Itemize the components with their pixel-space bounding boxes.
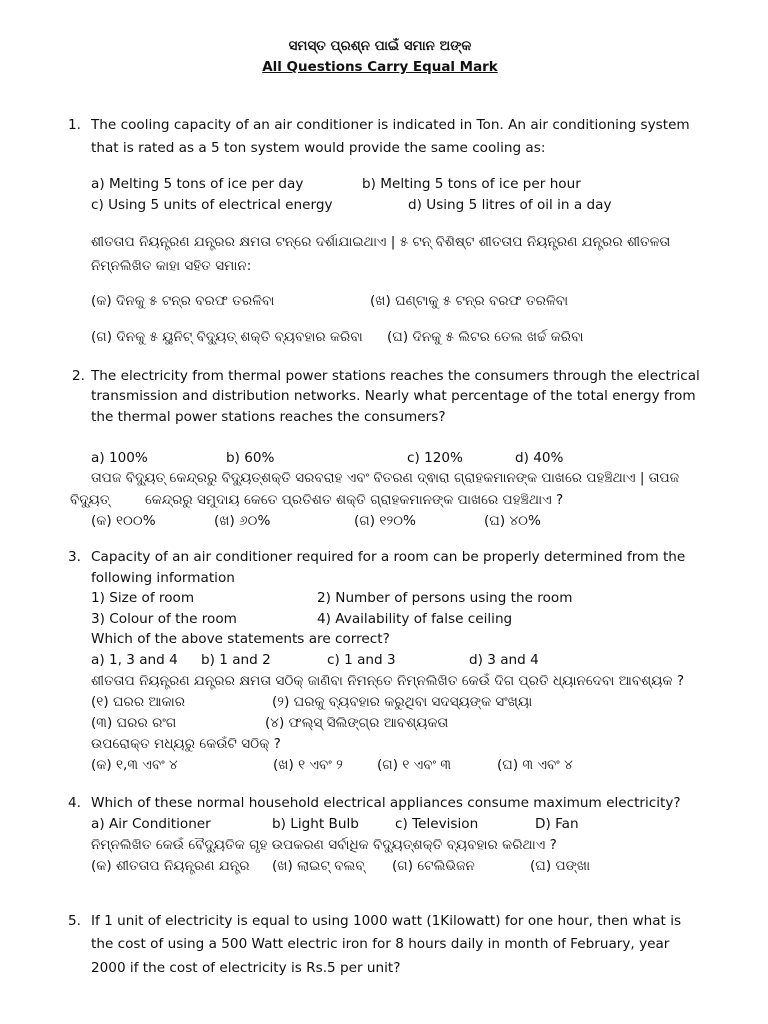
- question-text-line: following information: [91, 570, 235, 586]
- question-number: 4.: [68, 795, 81, 811]
- odia-option-d: (ଘ) ୪୦%: [484, 513, 541, 529]
- odia-option-a: (କ) ୧,୩ ଏବଂ ୪: [91, 757, 178, 773]
- option-c: c) Using 5 units of electrical energy: [91, 197, 333, 213]
- odia-statement-3: (୩) ଘରର ରଂଗ: [91, 715, 177, 731]
- title-odia: ସମସ୍ତ ପ୍ରଶ୍ନ ପାଇଁ ସମାନ ଅଙ୍କ: [288, 38, 472, 54]
- option-b: b) 1 and 2: [201, 652, 271, 668]
- option-c: c) Television: [395, 816, 479, 832]
- question-text-line: 2000 if the cost of electricity is Rs.5 per unit?: [91, 960, 401, 976]
- odia-statement-1: (୧) ଘରର ଆକାର: [91, 694, 186, 710]
- odia-option-b: (ଖ) ଘଣ୍ଟାକୁ ୫ ଟନ୍‌ର ବରଫ ତରଳିବା: [370, 293, 569, 309]
- odia-question-line: ନିମ୍ନଲିଖିତ କେଉଁ ବୈଦ୍ୟୁତିକ ଗୃହ ଉପକରଣ ସର୍ବାଧିକ ବିଦ୍ୟୁତ୍‌ଶକ୍ତି ବ୍ୟବହାର କରିଥାଏ ?: [91, 837, 557, 853]
- option-d: D) Fan: [535, 816, 579, 832]
- option-a: a) 100%: [91, 450, 148, 466]
- odia-question-line: ତାପଜ ବିଦ୍ୟୁତ୍ କେନ୍ଦ୍ରରୁ ବିଦ୍ୟୁତ୍‌ଶକ୍ତି ସରବରାହ ଏବଂ ବିତରଣ ଦ୍ଵାରା ଗ୍ରାହକମାନଙ୍କ ପାଖରେ ପହଞ୍ଚିଥାଏ | ତାପଜ: [91, 470, 680, 486]
- statement-4: 4) Availability of false ceiling: [317, 611, 513, 627]
- odia-option-b: (ଖ) ଲାଇଟ୍ ବଲବ୍: [272, 858, 365, 874]
- title-english: All Questions Carry Equal Mark: [262, 59, 498, 75]
- statement-2: 2) Number of persons using the room: [317, 590, 573, 606]
- odia-option-d: (ଘ) ପଙ୍ଖା: [530, 858, 591, 874]
- question-text-line: the cost of using a 500 Watt electric iron for 8 hours daily in month of February, year: [91, 936, 670, 952]
- option-d: d) 40%: [515, 450, 564, 466]
- option-b: b) Light Bulb: [272, 816, 359, 832]
- odia-question-line: ଶୀତତାପ ନିୟନ୍ତ୍ରଣ ଯନ୍ତ୍ରର କ୍ଷମତା ଟନ୍‌ରେ ଦର୍ଶାଯାଇଥାଏ | ୫ ଟନ୍ ବିଶିଷ୍ଟ ଶୀତତାପ ନିୟନ୍ତ୍ରଣ ଯନ୍ତ୍ରର ଶୀତଳତା: [91, 234, 671, 250]
- odia-question-line: ଶୀତତାପ ନିୟନ୍ତ୍ରଣ ଯନ୍ତ୍ରର କ୍ଷମତା ସଠିକ୍ ଜାଣିବା ନିମନ୍ତେ ନିମ୍ନଲିଖିତ କେଉଁ ଦିଗ ପ୍ରତି ଧ୍ୟାନଦେବା ଆବଶ୍ୟକ ?: [91, 673, 685, 689]
- option-a: a) 1, 3 and 4: [91, 652, 178, 668]
- question-text-line: If 1 unit of electricity is equal to using 1000 watt (1Kilowatt) for one hour, then what is: [91, 913, 682, 929]
- odia-question-ask: ଉପରୋକ୍ତ ମଧ୍ୟରୁ କେଉଁଟି ସଠିକ୍ ?: [91, 736, 281, 752]
- question-text-line: transmission and distribution networks. Nearly what percentage of the total energy from: [91, 388, 696, 404]
- option-d: d) 3 and 4: [469, 652, 539, 668]
- odia-option-c: (ଗ) ଟେଲିଭିଜନ: [392, 858, 475, 874]
- odia-option-b: (ଖ) ୬୦%: [214, 513, 271, 529]
- question-number: 2.: [72, 368, 85, 384]
- statement-3: 3) Colour of the room: [91, 611, 237, 627]
- odia-option-d: (ଘ) ଦିନକୁ ୫ ଲିଟର ତେଲ ଖର୍ଚ୍ଚ କରିବା: [387, 329, 584, 345]
- question-number: 3.: [68, 549, 81, 565]
- option-b: b) 60%: [226, 450, 275, 466]
- odia-statement-2: (୨) ଘରକୁ ବ୍ୟବହାର କରୁଥିବା ସଦସ୍ୟଙ୍କ ସଂଖ୍ୟା: [272, 694, 533, 710]
- odia-option-b: (ଖ) ୧ ଏବଂ ୨: [273, 757, 343, 773]
- option-a: a) Melting 5 tons of ice per day: [91, 176, 304, 192]
- odia-statement-4: (୪) ଫଲ୍ସ୍ ସିଲିଙ୍ଗ୍‌ର ଆବଶ୍ୟକତା: [265, 715, 449, 731]
- question-text-line: the thermal power stations reaches the consumers?: [91, 409, 446, 425]
- odia-option-a: (କ) ଦିନକୁ ୫ ଟନ୍‌ର ବରଫ ତରଳିବା: [91, 293, 275, 309]
- odia-question-line: ନିମ୍ନଲିଖିତ କାହା ସହିତ ସମାନ:: [91, 258, 252, 274]
- question-text-line: Capacity of an air conditioner required for a room can be properly determined from the: [91, 549, 686, 565]
- odia-option-c: (ଗ) ୧୨୦%: [354, 513, 416, 529]
- option-c: c) 1 and 3: [327, 652, 396, 668]
- option-b: b) Melting 5 tons of ice per hour: [362, 176, 581, 192]
- odia-option-a: (କ) ଶୀତତାପ ନିୟନ୍ତ୍ରଣ ଯନ୍ତ୍ର: [91, 858, 250, 874]
- question-number: 5.: [68, 913, 81, 929]
- odia-option-d: (ଘ) ୩ ଏବଂ ୪: [497, 757, 573, 773]
- question-ask: Which of the above statements are correct?: [91, 631, 390, 647]
- option-a: a) Air Conditioner: [91, 816, 211, 832]
- question-text-line: The cooling capacity of an air conditioner is indicated in Ton. An air conditioning system: [91, 117, 690, 133]
- question-text-line: Which of these normal household electrical appliances consume maximum electricity?: [91, 795, 681, 811]
- option-d: d) Using 5 litres of oil in a day: [408, 197, 612, 213]
- odia-question-line: କେନ୍ଦ୍ରରୁ ସମୁଦାୟ କେତେ ପ୍ରତିଶତ ଶକ୍ତି ଗ୍ରାହକମାନଙ୍କ ପାଖରେ ପହଞ୍ଚିଥାଏ ?: [145, 492, 564, 508]
- question-text-line: that is rated as a 5 ton system would provide the same cooling as:: [91, 140, 546, 156]
- odia-question-line: ବିଦ୍ୟୁତ୍: [70, 492, 110, 508]
- odia-option-c: (ଗ) ଦିନକୁ ୫ ୟୁନିଟ୍ ବିଦ୍ୟୁତ୍ ଶକ୍ତି ବ୍ୟବହାର କରିବା: [91, 329, 363, 345]
- question-number: 1.: [68, 117, 81, 133]
- odia-option-a: (କ) ୧୦୦%: [91, 513, 156, 529]
- option-c: c) 120%: [407, 450, 463, 466]
- odia-option-c: (ଗ) ୧ ଏବଂ ୩: [377, 757, 452, 773]
- statement-1: 1) Size of room: [91, 590, 195, 606]
- question-text-line: The electricity from thermal power stations reaches the consumers through the electrical: [91, 368, 700, 384]
